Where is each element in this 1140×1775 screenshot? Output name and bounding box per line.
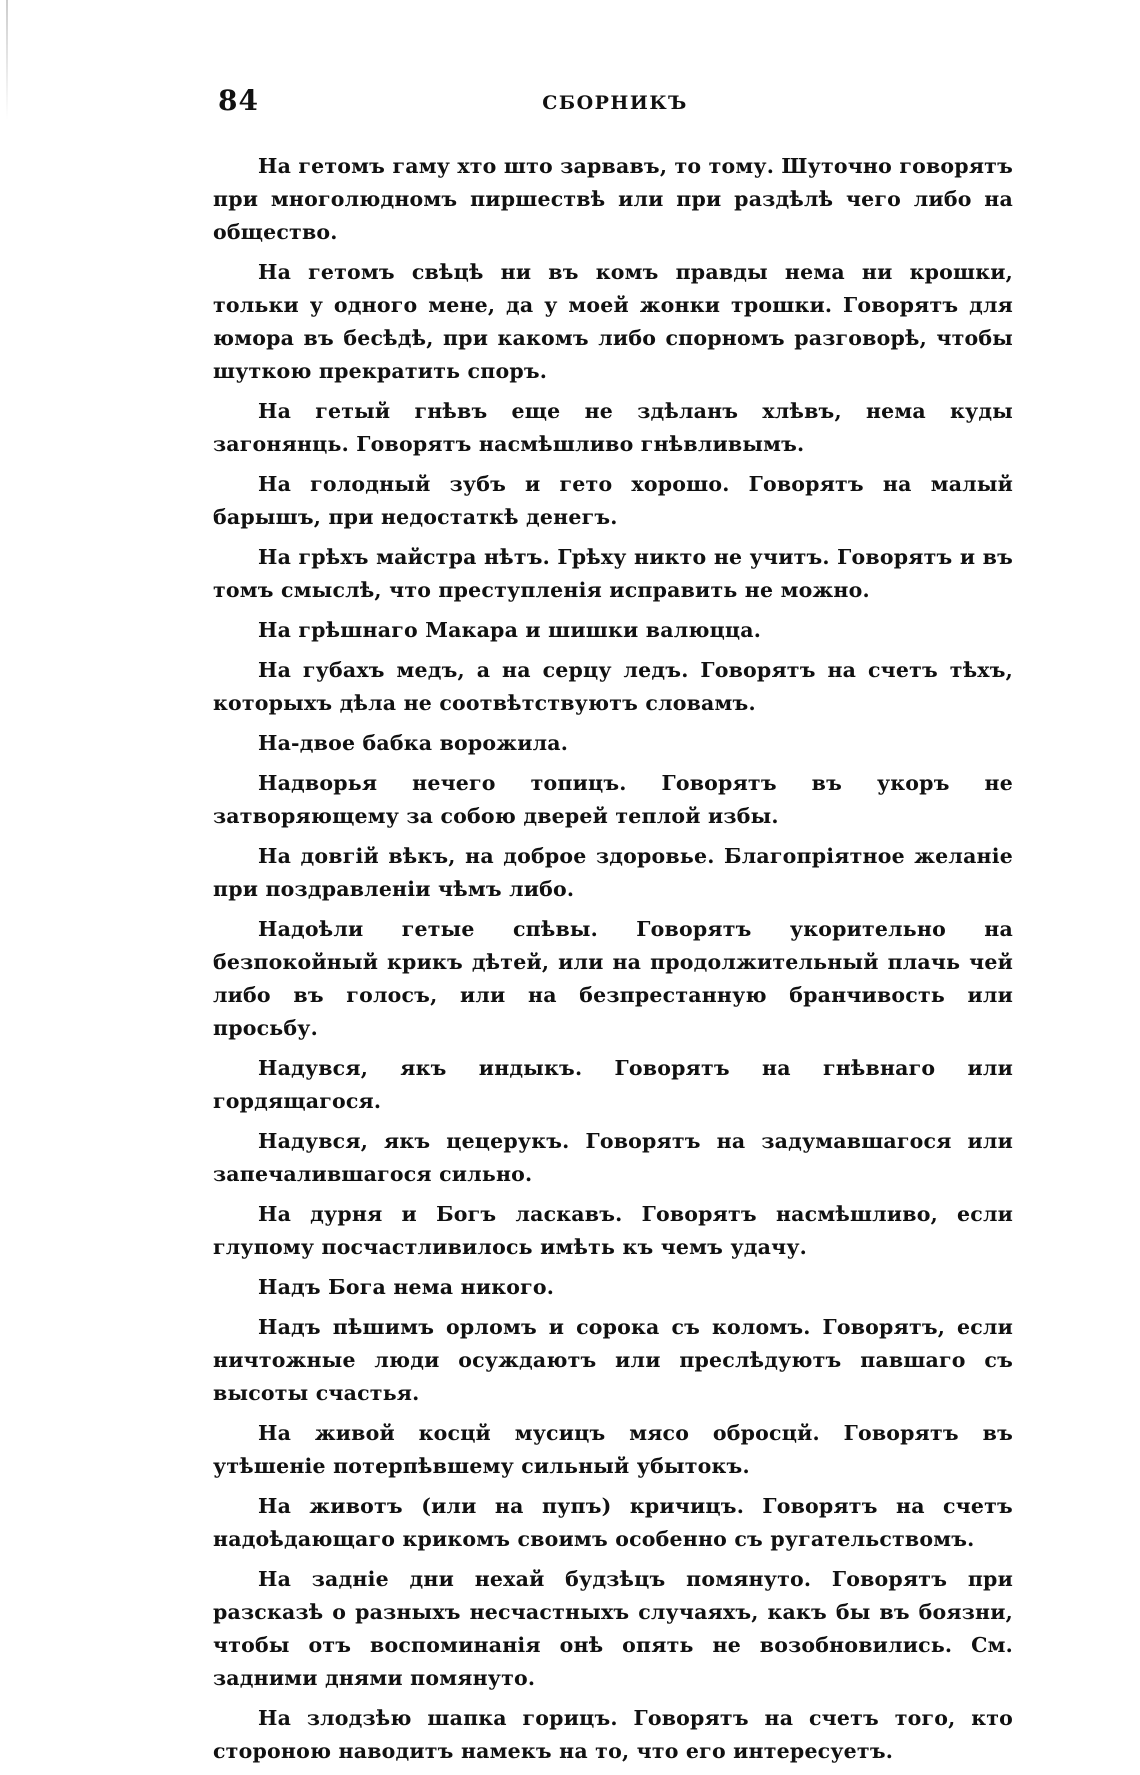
proverb-entry: Надувся, якъ цецерукъ. Говорятъ на задумавшагося или запечалившагося сильно. <box>213 1129 1013 1186</box>
proverb-entry: На грѣхъ майстра нѣтъ. Грѣху никто не учитъ. Говорятъ и въ томъ смыслѣ, что преступленія исправить не можно. <box>213 545 1013 602</box>
proverb-entry: Надъ пѣшимъ орломъ и сорока съ коломъ. Говорятъ, если ничтожные люди осуждаютъ или преслѣдуютъ павшаго съ высоты счастья. <box>213 1315 1013 1405</box>
proverb-entry: На грѣшнаго Макара и шишки валюцца. <box>258 618 762 642</box>
proverb-entry: На злодзѣю шапка горицъ. Говорятъ на счетъ того, кто стороною наводитъ намекъ на то, что его интересуетъ. <box>213 1706 1013 1763</box>
running-title: СБОРНИКЪ <box>542 92 688 114</box>
proverb-entry: На губахъ медъ, а на серцу ледъ. Говорятъ на счетъ тѣхъ, которыхъ дѣла не соотвѣтствуютъ словамъ. <box>213 658 1013 715</box>
proverb-entry: Надъ Бога нема никого. <box>258 1275 555 1299</box>
proverb-entry: На дурня и Богъ ласкавъ. Говорятъ насмѣшливо, если глупому посчастливилось имѣть къ чемъ удачу. <box>213 1202 1013 1259</box>
proverb-entry: На голодный зубъ и гето хорошо. Говорятъ на малый барышъ, при недостаткѣ денегъ. <box>213 472 1013 529</box>
proverb-entry: На гетомъ свѣцѣ ни въ комъ правды нема ни крошки, тольки у одного мене, да у моей жонки трошки. Говорятъ для юмора въ бесѣдѣ, при какомъ либо спорномъ разговорѣ, чтобы шуткою прекратить споръ. <box>213 260 1013 383</box>
proverb-entry: На животъ (или на пупъ) кричицъ. Говорятъ на счетъ надоѣдающаго крикомъ своимъ особенно съ ругательствомъ. <box>213 1494 1013 1551</box>
scan-edge <box>6 0 8 120</box>
proverb-entry: Надувся, якъ индыкъ. Говорятъ на гнѣвнаго или гордящагося. <box>213 1056 1013 1113</box>
page-number: 84 <box>218 84 259 117</box>
proverb-entry: На-двое бабка ворожила. <box>258 731 569 755</box>
proverb-list <box>213 150 1013 1775</box>
proverb-entry: На задніе дни нехай будзѣцъ помянуто. Говорятъ при разсказѣ о разныхъ несчастныхъ случаяхъ, какъ бы въ боязни, чтобы отъ воспоминанія онѣ опять не возобновились. См. задними днями помянуто. <box>213 1567 1013 1690</box>
page-header <box>218 84 1012 124</box>
proverb-entry: На гетомъ гаму хто што зарвавъ, то тому. Шуточно говорятъ при многолюдномъ пиршествѣ или при раздѣлѣ чего либо на общество. <box>213 154 1013 244</box>
proverb-entry: На довгій вѣкъ, на доброе здоровье. Благопріятное желаніе при поздравленіи чѣмъ либо. <box>213 844 1013 901</box>
proverb-entry: Надворья нечего топицъ. Говорятъ въ укоръ не затворяющему за собою дверей теплой избы. <box>213 771 1013 828</box>
proverb-entry: Надоѣли гетые спѣвы. Говорятъ укорительно на безпокойный крикъ дѣтей, или на продолжительный плачь чей либо въ голосъ, или на безпрестанную бранчивость или просьбу. <box>213 917 1013 1040</box>
proverb-entry: На живой косцй мусицъ мясо обросцй. Говорятъ въ утѣшеніе потерпѣвшему сильный убытокъ. <box>213 1421 1013 1478</box>
proverb-entry: На гетый гнѣвъ еще не здѣланъ хлѣвъ, нема куды загонянць. Говорятъ насмѣшливо гнѣвливымъ. <box>213 399 1013 456</box>
